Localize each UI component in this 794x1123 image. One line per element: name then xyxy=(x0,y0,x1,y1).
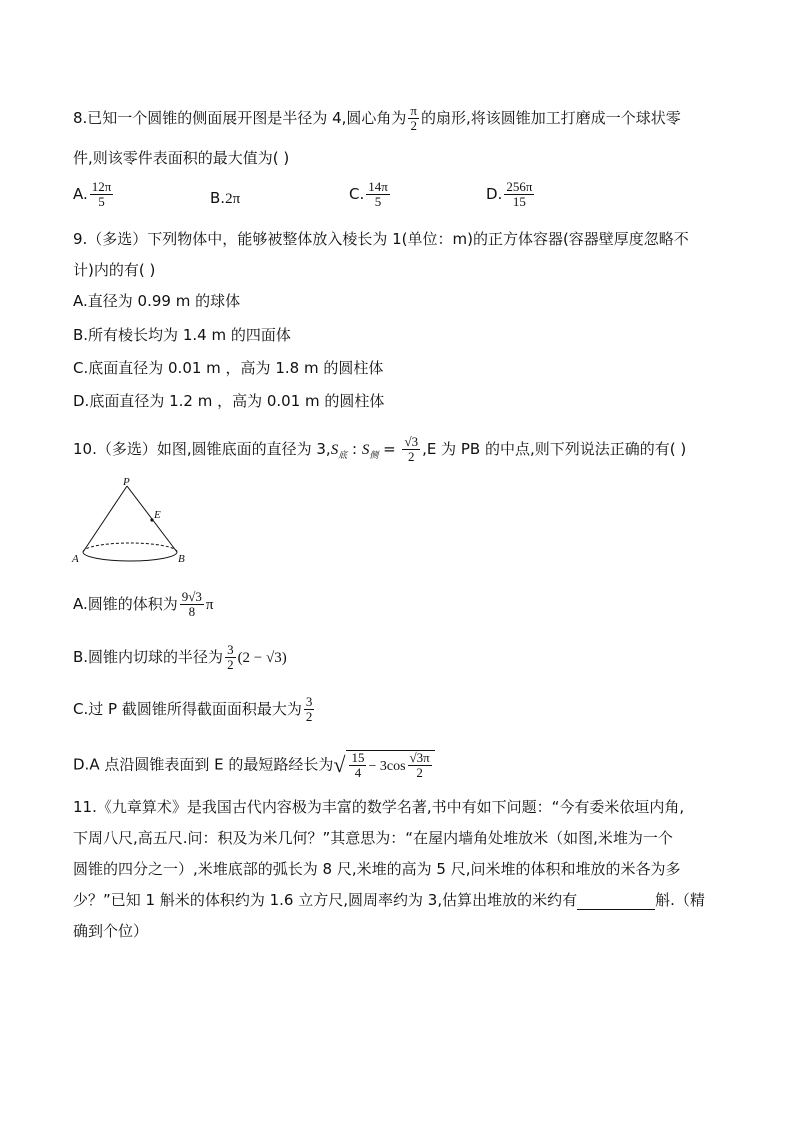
q9-option-a[interactable]: A.直径为 0.99 m 的球体 xyxy=(73,292,241,310)
cone-figure xyxy=(68,476,198,571)
q10-equals: = xyxy=(378,440,401,458)
q10-option-d-radicand xyxy=(346,750,434,780)
q8-option-c[interactable] xyxy=(349,180,392,209)
label-b: B xyxy=(178,553,185,565)
q9-option-b[interactable]: B.所有棱长均为 1.4 m 的四面体 xyxy=(73,326,291,344)
q10-stem-part2: ,E 为 PB 的中点,则下列说法正确的有( ) xyxy=(422,440,687,458)
q10-option-d-f1-num: 15 xyxy=(351,750,365,765)
q8-option-a-den: 5 xyxy=(98,194,105,209)
q10-s2 xyxy=(362,442,379,458)
label-p: P xyxy=(123,476,130,488)
q8-option-d-label: D. xyxy=(486,185,503,203)
q10-s1-sub: 底 xyxy=(338,450,348,460)
q10-option-d[interactable] xyxy=(73,750,435,780)
q10-option-b-den: 2 xyxy=(227,657,234,672)
q10-option-d-mid: − 3cos xyxy=(368,759,406,774)
q10-option-a[interactable] xyxy=(73,590,214,619)
q8-option-a-label: A. xyxy=(73,185,88,203)
q8-option-d-fraction xyxy=(504,180,534,209)
q10-option-c-text: C.过 P 截圆锥所得截面面积最大为 xyxy=(73,700,302,718)
q10-option-a-tail: π xyxy=(205,597,214,613)
q8-angle-num: π xyxy=(410,103,417,118)
q10-option-d-fraction1 xyxy=(349,751,366,780)
q8-option-b[interactable] xyxy=(210,188,240,209)
q8-angle-fraction xyxy=(408,104,419,133)
q10-stem-part1: 10.（多选）如图,圆锥底面的直径为 3, xyxy=(73,440,331,458)
q8-option-c-num: 14π xyxy=(368,179,388,194)
q11-line4 xyxy=(73,890,705,910)
q11-line5: 确到个位） xyxy=(73,922,149,940)
q11-line4-part1: 少？”已知 1 斛米的体积约为 1.6 立方尺,圆周率约为 3,估算出堆放的米约有 xyxy=(73,891,578,909)
q10-option-c-fraction xyxy=(304,695,315,724)
q8-option-a[interactable] xyxy=(73,180,115,209)
label-e: E xyxy=(154,509,161,521)
q9-option-c[interactable]: C.底面直径为 0.01 m ，高为 1.8 m 的圆柱体 xyxy=(73,359,384,377)
q10-s1 xyxy=(331,442,348,458)
q10-option-b-fraction xyxy=(225,643,236,672)
q10-option-b-text: B.圆锥内切球的半径为 xyxy=(73,648,224,666)
q9-line1: 9.（多选）下列物体中，能够被整体放入棱长为 1(单位：m)的正方体容器(容器壁厚度忽略不 xyxy=(73,230,689,248)
q10-s2-letter: S xyxy=(361,442,370,458)
q11-line3: 圆锥的四分之一）,米堆底部的弧长为 8 尺,米堆的高为 5 尺,问米堆的体积和堆放的米各为多 xyxy=(73,860,681,878)
q10-option-a-text: A.圆锥的体积为 xyxy=(73,595,178,613)
q10-option-d-fraction2 xyxy=(408,751,432,780)
q9-line2: 计)内的有( ) xyxy=(73,261,156,279)
cone-left-edge xyxy=(83,486,127,552)
cone-base-front xyxy=(83,552,177,561)
q8-stem-part1: 8.已知一个圆锥的侧面展开图是半径为 4,圆心角为 xyxy=(73,109,407,127)
q8-option-c-fraction xyxy=(366,180,390,209)
q10-option-a-num: 9√3 xyxy=(181,589,202,604)
q10-option-a-den: 8 xyxy=(188,604,196,619)
label-a: A xyxy=(72,553,79,565)
q10-option-d-text: D.A 点沿圆锥表面到 E 的最短路经长为 xyxy=(73,755,334,774)
q10-stem xyxy=(73,435,686,465)
cone-base-back xyxy=(83,543,177,552)
q8-option-a-num: 12π xyxy=(91,179,112,194)
q10-option-a-fraction xyxy=(180,590,204,619)
q10-option-d-f1-den: 4 xyxy=(354,765,362,780)
q10-s2-sub: 侧 xyxy=(369,450,379,460)
q8-option-d-num: 256π xyxy=(506,179,533,194)
q8-option-b-value: 2π xyxy=(225,191,241,207)
q8-option-c-den: 5 xyxy=(374,194,382,209)
q8-option-b-label: B. xyxy=(210,189,226,207)
q8-option-d-den: 15 xyxy=(512,194,526,209)
q8-angle-den: 2 xyxy=(410,118,417,133)
answer-blank[interactable] xyxy=(577,893,655,910)
q8-line1 xyxy=(73,104,681,133)
q11-line1: 11.《九章算术》是我国古代内容极为丰富的数学名著,书中有如下问题：“今有委米依垣内角, xyxy=(73,798,685,816)
q9-option-d[interactable]: D.底面直径为 1.2 m ，高为 0.01 m 的圆柱体 xyxy=(73,392,385,410)
q8-option-c-label: C. xyxy=(349,185,365,203)
q8-line2: 件,则该零件表面积的最大值为( ) xyxy=(73,149,290,167)
q10-option-d-f2-den: 2 xyxy=(416,765,423,780)
q10-option-b-tail: (2 − √3) xyxy=(237,650,287,666)
q10-option-c[interactable] xyxy=(73,695,316,724)
q10-s1-letter: S xyxy=(330,442,339,458)
q10-ratio-num: √3 xyxy=(404,434,419,449)
q11-line4-part2: 斛.（精 xyxy=(655,891,705,909)
sqrt-radical-icon: √ xyxy=(333,752,346,777)
q8-option-a-fraction xyxy=(90,180,114,209)
q11-line2: 下周八尺,高五尺.问：积及为米几何？”其意思为：“在屋内墙角处堆放米（如图,米堆为一个 xyxy=(73,829,673,847)
q10-ratio-den: 2 xyxy=(408,449,415,464)
q8-stem-part2: 的扇形,将该圆锥加工打磨成一个球状零 xyxy=(420,109,681,127)
q10-option-c-den: 2 xyxy=(305,709,313,724)
q10-option-d-f2-num: √3π xyxy=(409,750,430,765)
q10-ratio-fraction xyxy=(402,435,420,464)
q8-option-d[interactable] xyxy=(486,180,536,209)
q10-colon: : xyxy=(347,440,362,458)
q10-option-b[interactable] xyxy=(73,643,287,672)
q10-option-c-num: 3 xyxy=(305,694,313,709)
q10-option-b-num: 3 xyxy=(227,642,234,657)
